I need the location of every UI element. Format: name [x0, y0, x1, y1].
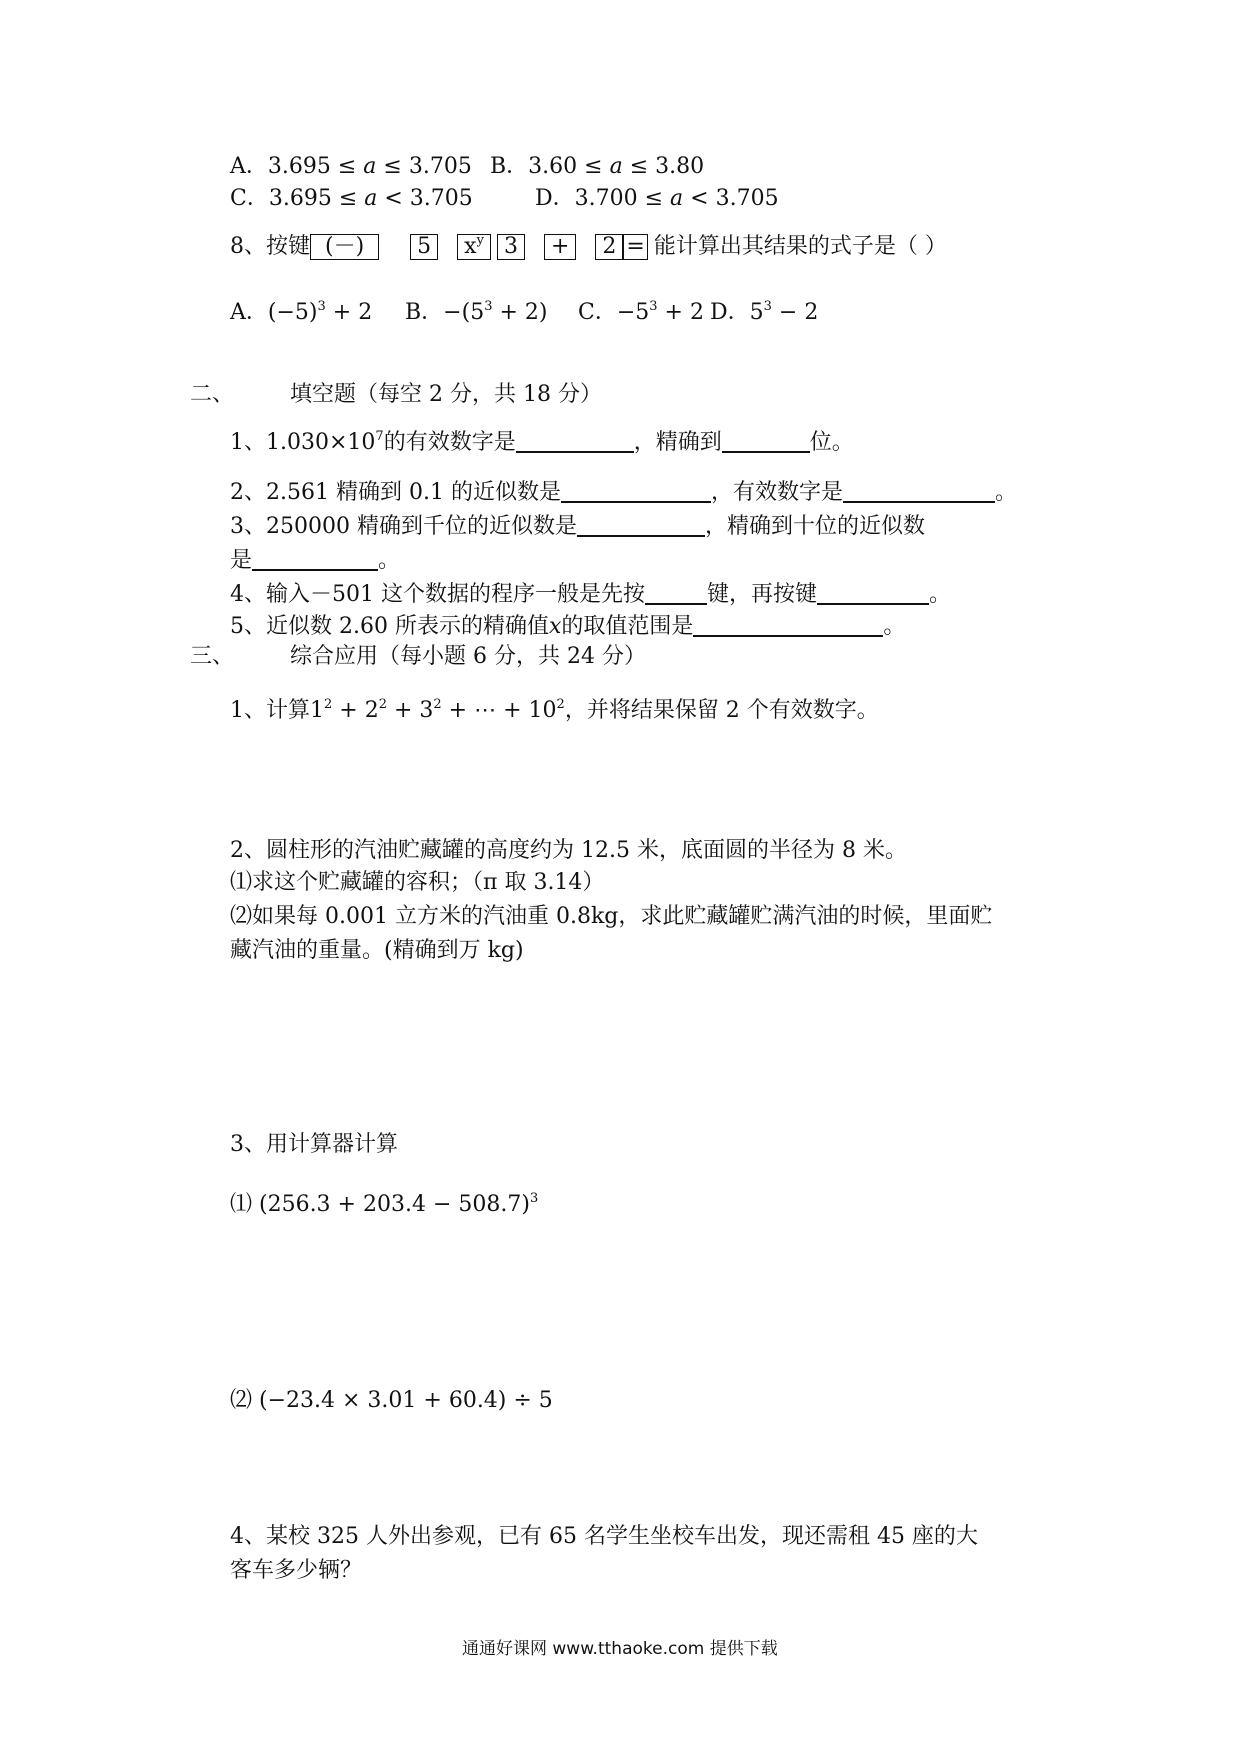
q8-question: 8、按键 (－) 5 $x^y$ 3 + 2 = 能计算出其结果的式子是（ ）	[230, 233, 947, 259]
q7-option-c: C．3.695 ≤ a < 3.705	[230, 186, 473, 211]
s3-question-2-part2: ⑵如果每 0.001 立方米的汽油重 0.8kg，求此贮藏罐贮满汽油的时候，里面贮	[230, 904, 993, 929]
answer-blank[interactable]	[561, 479, 711, 503]
q8-option-c: C．$-5^3 + 2$	[578, 299, 704, 325]
key-5: 5	[410, 234, 438, 260]
s2-question-5: 5、近似数 2.60 所表示的精确值x的取值范围是 。	[230, 614, 906, 639]
section2-number: 二、	[190, 382, 235, 407]
s3-question-2-part1: ⑴求这个贮藏罐的容积；（π 取 3.14）	[230, 870, 605, 895]
footer-text: 通通好课网 www.tthaoke.com 提供下载	[462, 1639, 778, 1659]
key-plus: +	[544, 234, 576, 260]
answer-blank[interactable]	[817, 581, 929, 605]
q8-option-a: A．$(-5)^3 + 2$	[230, 299, 373, 325]
s3-question-4: 4、某校 325 人外出参观，已有 65 名学生坐校车出发，现还需租 45 座的大	[230, 1524, 978, 1549]
answer-blank[interactable]	[577, 513, 705, 537]
key-power: $x^y$	[457, 234, 491, 260]
s3-question-1: 1、计算$1^2 + 2^2 + 3^2$ + ⋯ + $10^2$，并将结果保留 2 个有效数字。	[230, 697, 879, 723]
s3-question-3-part1: ⑴ $(256.3 + 203.4 - 508.7)^3$	[230, 1191, 539, 1217]
key-equals: =	[623, 234, 647, 260]
s2-question-3: 3、250000 精确到千位的近似数是 ，精确到十位的近似数	[230, 514, 925, 539]
answer-blank[interactable]	[516, 429, 634, 453]
answer-blank[interactable]	[722, 429, 810, 453]
s2-question-1: 1、$1.030\times 10^7$的有效数字是 ，精确到 位。	[230, 429, 854, 455]
s2-question-2: 2、2.561 精确到 0.1 的近似数是 ，有效数字是 。	[230, 480, 1017, 505]
s2-question-3-cont: 是 。	[230, 548, 401, 573]
s2-question-4: 4、输入－501 这个数据的程序一般是先按 键，再按键 。	[230, 582, 952, 607]
section3-title: 综合应用（每小题 6 分，共 24 分）	[290, 644, 646, 669]
q7-option-b: B．3.60 ≤ a ≤ 3.80	[490, 154, 705, 179]
section2-heading	[190, 380, 602, 410]
q8-option-d: D．$5^3 - 2$	[710, 299, 819, 325]
section3-number: 三、	[190, 644, 235, 669]
s3-question-3-part2: ⑵ (−23.4 × 3.01 + 60.4) ÷ 5	[230, 1388, 553, 1413]
q7-option-d: D．3.700 ≤ a < 3.705	[535, 186, 779, 211]
s3-question-2: 2、圆柱形的汽油贮藏罐的高度约为 12.5 米，底面圆的半径为 8 米。	[230, 838, 907, 863]
key-negative: (－)	[310, 234, 379, 260]
q7-option-a: A．3.695 ≤ a ≤ 3.705	[230, 154, 472, 179]
answer-blank[interactable]	[252, 547, 378, 571]
answer-blank[interactable]	[693, 613, 883, 637]
section2-title: 填空题（每空 2 分，共 18 分）	[290, 382, 602, 407]
s3-question-4-cont: 客车多少辆？	[230, 1558, 363, 1583]
answer-blank[interactable]	[843, 479, 995, 503]
q8-option-b: B．$-(5^3 + 2)$	[405, 299, 548, 325]
section3-heading	[190, 642, 646, 672]
s3-question-3: 3、用计算器计算	[230, 1132, 398, 1157]
s3-question-2-part2-cont: 藏汽油的重量。(精确到万 kg)	[230, 938, 524, 963]
key-2: 2	[595, 234, 623, 260]
key-3: 3	[497, 234, 525, 260]
answer-blank[interactable]	[645, 581, 707, 605]
